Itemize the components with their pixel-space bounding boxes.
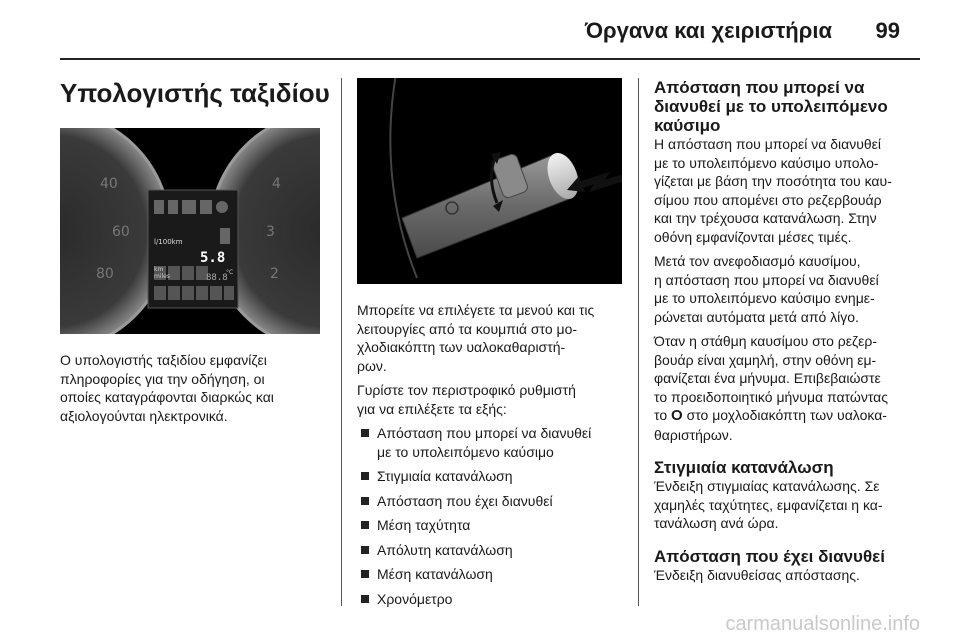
svg-text:2: 2 bbox=[270, 266, 279, 282]
svg-text:4: 4 bbox=[272, 176, 281, 192]
column-2-text bbox=[357, 301, 629, 614]
text-run: στο μοχλοδιακόπτη των υαλοκα- bbox=[682, 407, 887, 423]
text-line: χαμηλές ταχύτητες, εμφανίζεται η κα- bbox=[654, 496, 883, 513]
text-line: θαριστήρων. bbox=[654, 426, 733, 443]
text-line: Στιγμιαία κατανάλωση bbox=[377, 468, 513, 484]
page-number: 99 bbox=[875, 18, 900, 43]
svg-text:40: 40 bbox=[100, 176, 118, 192]
text-line: Απόσταση που έχει διανυθεί bbox=[377, 492, 553, 509]
wiper-stalk-illustration bbox=[357, 78, 622, 284]
text-line: Μέση ταχύτητα bbox=[377, 517, 471, 533]
bullet-square-icon bbox=[361, 521, 369, 529]
header-rule bbox=[60, 58, 920, 60]
bullet-square-icon bbox=[361, 472, 369, 480]
text-run: το bbox=[654, 407, 672, 423]
miles-label: miles bbox=[154, 273, 170, 280]
function-list bbox=[357, 424, 629, 608]
svg-text:3: 3 bbox=[266, 224, 275, 240]
instrument-cluster-illustration bbox=[60, 128, 320, 334]
text-line: ρων. bbox=[357, 357, 387, 374]
instrument-cluster-figure bbox=[60, 128, 320, 334]
text-line bbox=[654, 406, 924, 426]
list-item bbox=[357, 516, 629, 535]
list-item bbox=[357, 541, 629, 560]
arrow-icon bbox=[577, 178, 622, 186]
text-line: Η απόσταση που μπορεί να διανυθεί bbox=[654, 136, 882, 152]
text-line: το προειδοποιητικό μήνυμα πατώντας bbox=[654, 388, 888, 405]
list-item bbox=[357, 467, 629, 486]
text-line: οποίες καταγράφονται διαρκώς και bbox=[60, 389, 274, 405]
list-item bbox=[357, 492, 629, 511]
range-heading bbox=[654, 78, 924, 135]
list-item bbox=[357, 565, 629, 584]
range-paragraph-3 bbox=[654, 332, 924, 444]
text-line: πληροφορίες για την οδήγηση, οι bbox=[60, 370, 265, 387]
heading-line: διανυθεί με το υπολειπόμενο bbox=[654, 97, 888, 116]
column-3-text bbox=[654, 78, 924, 590]
text-line: Απόλυτη κατανάλωση bbox=[377, 541, 513, 558]
bullet-square-icon bbox=[361, 429, 369, 437]
list-item bbox=[357, 590, 629, 609]
bullet-square-icon bbox=[361, 546, 369, 554]
text-line: τανάλωση ανά ώρα. bbox=[654, 515, 779, 531]
menu-selection-paragraph bbox=[357, 301, 629, 375]
text-line: ρώνεται αυτόματα μετά από λίγο. bbox=[654, 308, 859, 325]
unit-label: l/100km bbox=[154, 238, 183, 246]
text-line: η απόσταση που μπορεί να διανυθεί bbox=[654, 271, 879, 288]
text-line: Μέση κατανάλωση bbox=[377, 566, 493, 582]
text-line: Ένδειξη στιγμιαίας κατανάλωσης. Σε bbox=[654, 478, 880, 494]
text-line: Μετά τον ανεφοδιασμό καυσίμου, bbox=[654, 253, 861, 269]
text-line: λειτουργίες από τα κουμπιά στο μο- bbox=[357, 320, 578, 337]
button-o-symbol: O bbox=[671, 407, 683, 424]
text-line: για να επιλέξετε τα εξής: bbox=[357, 400, 507, 417]
heading-line: καύσιμο bbox=[654, 116, 721, 135]
text-line: Όταν η στάθμη καυσίμου στο ρεζερ- bbox=[654, 333, 878, 349]
text-line: γίζεται με βάση την ποσότητα του καυ- bbox=[654, 173, 892, 189]
column-divider-2 bbox=[638, 78, 639, 606]
distance-travelled-heading: Απόσταση που έχει διανυθεί bbox=[654, 546, 885, 566]
bullet-square-icon bbox=[361, 595, 369, 603]
text-line: σίμου που απομένει στο ρεζερβουάρ bbox=[654, 191, 882, 208]
text-line: Ο υπολογιστής ταξιδίου εμφανίζει bbox=[60, 352, 267, 368]
text-line: βουάρ είναι χαμηλή, στην οθόνη εμ- bbox=[654, 351, 877, 368]
range-paragraph-1 bbox=[654, 135, 924, 246]
text-line: φανίζεται ένα μήνυμα. Επιβεβαιώστε bbox=[654, 370, 881, 386]
text-line: Μπορείτε να επιλέγετε τα μενού και τις bbox=[357, 302, 595, 318]
text-line: χλοδιακόπτη των υαλοκαθαριστή- bbox=[357, 339, 566, 355]
column-divider-1 bbox=[341, 78, 342, 606]
text-line: και την τρέχουσα κατανάλωση. Στην bbox=[654, 210, 877, 226]
svg-text:60: 60 bbox=[112, 224, 130, 240]
temp-unit: °C bbox=[226, 269, 234, 276]
heading-line: Απόσταση που μπορεί να bbox=[654, 78, 865, 97]
text-line: Γυρίστε τον περιστροφικό ρυθμιστή bbox=[357, 382, 576, 398]
text-line: με το υπολειπόμενο καύσιμο bbox=[377, 443, 554, 460]
distance-travelled-paragraph bbox=[654, 566, 924, 585]
text-line: Ένδειξη διανυθείσας απόστασης. bbox=[654, 566, 860, 583]
list-item bbox=[357, 424, 629, 461]
big-reading: 5.8 bbox=[200, 250, 226, 266]
text-line: με το υπολειπόμενο καύσιμο υπολο- bbox=[654, 154, 879, 171]
km-label: km bbox=[154, 266, 164, 273]
bullet-square-icon bbox=[361, 497, 369, 505]
section-title: Υπολογιστής ταξιδίου bbox=[60, 78, 330, 108]
bullet-square-icon bbox=[361, 570, 369, 578]
text-line: Χρονόμετρο bbox=[377, 590, 453, 607]
range-paragraph-2 bbox=[654, 252, 924, 326]
watermark: carmanualsonline.info bbox=[725, 613, 920, 635]
rotary-paragraph bbox=[357, 381, 629, 418]
small-reading: 88.8 bbox=[206, 273, 228, 283]
text-line: αξιολογούνται ηλεκτρονικά. bbox=[60, 407, 228, 424]
running-header-title: Όργανα και χειριστήρια bbox=[584, 18, 832, 43]
wiper-stalk-figure bbox=[357, 78, 622, 284]
svg-text:80: 80 bbox=[96, 266, 114, 282]
instant-consumption-paragraph bbox=[654, 477, 924, 533]
intro-paragraph bbox=[60, 351, 325, 425]
instant-consumption-heading: Στιγμιαία κατανάλωση bbox=[654, 458, 834, 477]
text-line: με το υπολειπόμενο καύσιμο ενημε- bbox=[654, 290, 875, 306]
text-line: Απόσταση που μπορεί να διανυθεί bbox=[377, 425, 592, 441]
text-line: οθόνη εμφανίζονται μέσες τιμές. bbox=[654, 228, 852, 245]
